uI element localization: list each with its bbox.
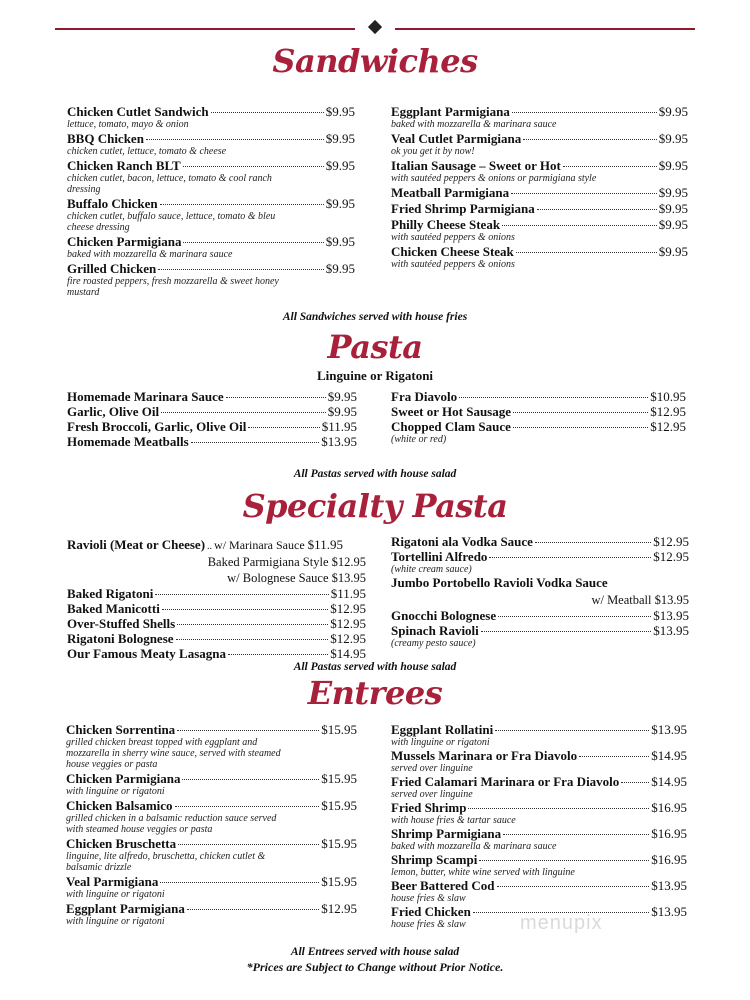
menu-item-row: [67, 131, 355, 146]
menu-item-row: [66, 901, 357, 916]
menu-item: [391, 549, 689, 575]
menu-item-row: [391, 201, 688, 216]
item-description: house fries & slaw: [391, 919, 466, 930]
entrees-right-column: [391, 722, 687, 930]
dot-leader: [177, 624, 328, 625]
menu-item: [391, 131, 688, 157]
dot-leader: [503, 834, 649, 835]
item-name: Our Famous Meaty Lasagna: [67, 646, 227, 661]
item-description: served over linguine: [391, 763, 473, 774]
menu-item: [67, 434, 357, 449]
dot-leader: [160, 204, 324, 205]
dot-leader: [161, 412, 326, 413]
pasta-subtitle: Linguine or Rigatoni: [316, 368, 434, 383]
item-name: Homemade Meatballs: [67, 434, 189, 449]
menu-item-row: [391, 104, 688, 119]
menu-item-jumbo-portobello: [391, 575, 689, 608]
pasta-right-column: [391, 389, 686, 445]
menu-item: [67, 234, 355, 260]
menu-item: [391, 389, 686, 404]
item-price: $13.95: [321, 434, 357, 449]
dot-leader: [537, 209, 657, 210]
dot-leader: [512, 112, 657, 113]
menu-item: [67, 104, 355, 130]
sandwiches-right-column: [391, 104, 688, 271]
diamond-ornament-icon: [368, 20, 382, 34]
dot-leader: [513, 427, 648, 428]
item-name: Beer Battered Cod: [391, 878, 495, 893]
menu-item-row: [67, 404, 357, 419]
top-rule-right: [395, 28, 695, 30]
menu-item-row: [67, 646, 366, 661]
item-description: (creamy pesto sauce): [391, 638, 476, 649]
menu-item-row: [391, 774, 687, 789]
item-name: Garlic, Olive Oil: [67, 404, 160, 419]
dot-leader: [175, 806, 320, 807]
menu-item-row: [67, 601, 366, 616]
item-name: Fried Chicken: [391, 904, 471, 919]
menu-item-row: [391, 158, 688, 173]
dot-leader: [146, 139, 324, 140]
menu-item-row: [391, 244, 688, 259]
item-price: $15.95: [321, 874, 357, 889]
menu-item-row: [391, 131, 688, 146]
pasta-left-column: [67, 389, 357, 449]
item-price: $13.95: [651, 878, 687, 893]
menu-item: [391, 244, 688, 270]
item-name: Rigatoni Bolognese: [67, 631, 174, 646]
dot-leader: [495, 730, 649, 731]
item-price: $9.95: [658, 158, 688, 173]
dot-leader: [162, 609, 328, 610]
item-price: $9.95: [325, 234, 355, 249]
menu-item: [66, 874, 357, 900]
item-name: Fried Calamari Marinara or Fra Diavolo: [391, 774, 620, 789]
ravioli-option-parmigiana: [67, 554, 366, 570]
menu-item: [391, 748, 687, 774]
menu-item-row: [391, 185, 688, 200]
menu-item-row: [391, 534, 689, 549]
menu-item-row: [391, 852, 687, 867]
option-label: w/ Bolognese Sauce: [227, 571, 329, 585]
dot-leader: [226, 397, 326, 398]
item-name: Chicken Sorrentina: [66, 722, 176, 737]
item-price: $11.95: [307, 537, 343, 552]
item-price: $15.95: [321, 771, 357, 786]
dot-leader: [182, 779, 319, 780]
menu-item: [391, 623, 689, 649]
item-price: $15.95: [321, 836, 357, 851]
specialty-right-list-b: [391, 608, 689, 649]
menu-item-ravioli: [67, 537, 366, 586]
item-price: $14.95: [330, 646, 366, 661]
dot-leader: [211, 112, 324, 113]
item-description: grilled chicken breast topped with eggplant and mozzarella in sherry wine sauce, served with steamed house veggies or pasta: [66, 737, 281, 770]
item-description: linguine, lite alfredo, bruschetta, chicken cutlet & balsamic drizzle: [66, 851, 266, 873]
item-price: $15.95: [321, 722, 357, 737]
item-name: Meatball Parmigiana: [391, 185, 510, 200]
menu-item: [67, 586, 366, 601]
menu-item-row: [391, 404, 686, 419]
item-price: $9.95: [658, 244, 688, 259]
menu-item-row: [391, 608, 689, 623]
sandwiches-title: Sandwiches: [272, 42, 478, 80]
menu-item: [391, 608, 689, 623]
item-name: Tortellini Alfredo: [391, 549, 488, 564]
item-name: Italian Sausage – Sweet or Hot: [391, 158, 561, 173]
item-name: Fried Shrimp Parmigiana: [391, 201, 535, 216]
menu-item: [67, 261, 355, 298]
dot-leader: [158, 269, 324, 270]
item-price: $14.95: [651, 774, 687, 789]
menu-item-row: [67, 196, 355, 211]
pasta-footer: All Pastas served with house salad: [293, 468, 457, 480]
sandwiches-footer: All Sandwiches served with house fries: [282, 311, 468, 323]
menu-item: [67, 404, 357, 419]
item-description: with linguine or rigatoni: [66, 786, 165, 797]
item-price: $12.95: [650, 404, 686, 419]
item-price: $9.95: [658, 131, 688, 146]
menu-item-row: [391, 389, 686, 404]
menu-item-row: [67, 631, 366, 646]
specialty-left-column: [67, 537, 366, 661]
item-name: Ravioli (Meat or Cheese): [67, 537, 206, 552]
menu-item-row: [67, 158, 355, 173]
menu-item-row: [67, 389, 357, 404]
item-price: $13.95: [651, 904, 687, 919]
item-description: fire roasted peppers, fresh mozzarella & sweet honey mustard: [67, 276, 279, 298]
menu-item-row: [391, 748, 687, 763]
item-name: Chicken Parmigiana: [66, 771, 181, 786]
item-name: Eggplant Parmigiana: [391, 104, 510, 119]
item-price: $9.95: [658, 185, 688, 200]
item-name: Veal Cutlet Parmigiana: [391, 131, 522, 146]
menu-item-row: [67, 234, 355, 249]
item-price: $12.95: [653, 549, 689, 564]
dot-leader: [176, 639, 329, 640]
item-name: Baked Rigatoni: [67, 586, 154, 601]
item-description: with linguine or rigatoni: [391, 737, 490, 748]
menu-item: [391, 217, 688, 243]
item-name: Homemade Marinara Sauce: [67, 389, 224, 404]
menu-item-row: [66, 771, 357, 786]
menu-item-row: [391, 722, 687, 737]
menu-item-row: [66, 836, 357, 851]
item-name: Fra Diavolo: [391, 389, 458, 404]
menu-item: [391, 404, 686, 419]
menu-item: [391, 534, 689, 549]
item-price: $12.95: [321, 901, 357, 916]
item-name: Chicken Ranch BLT: [67, 158, 181, 173]
specialty-pasta-title: Specialty Pasta: [242, 487, 508, 525]
item-name: Over-Stuffed Shells: [67, 616, 176, 631]
menu-item: [391, 852, 687, 878]
item-name: Chicken Balsamico: [66, 798, 173, 813]
option-price: $13.95: [654, 593, 689, 607]
dot-leader: [187, 909, 319, 910]
item-price: $9.95: [658, 201, 688, 216]
item-name: Chicken Bruschetta: [66, 836, 177, 851]
item-description: baked with mozzarella & marinara sauce: [391, 841, 557, 852]
ravioli-option-bolognese: [67, 570, 366, 586]
top-rule-left: [55, 28, 355, 30]
menu-item: [67, 419, 357, 434]
dot-leader: [497, 886, 650, 887]
item-description: house fries & slaw: [391, 893, 466, 904]
menu-item-row: [66, 722, 357, 737]
dot-leader: [155, 594, 328, 595]
dot-leader: [621, 782, 649, 783]
dot-leader: [178, 844, 319, 845]
item-description: chicken cutlet, bacon, lettuce, tomato & cool ranch dressing: [67, 173, 272, 195]
item-description: chicken cutlet, buffalo sauce, lettuce, tomato & bleu cheese dressing: [67, 211, 276, 233]
dot-leader: [481, 631, 651, 632]
dot-leader: [160, 882, 319, 883]
item-name: BBQ Chicken: [67, 131, 144, 146]
dot-leader: [502, 225, 657, 226]
specialty-right-column: [391, 534, 689, 649]
item-price: $11.95: [321, 419, 357, 434]
item-price: $15.95: [321, 798, 357, 813]
item-price: $9.95: [325, 104, 355, 119]
specialty-right-list-a: [391, 534, 689, 575]
dot-leader: [535, 542, 651, 543]
option-label: Baked Parmigiana Style: [207, 555, 329, 569]
menu-item-row: [391, 217, 688, 232]
item-name: Eggplant Rollatini: [391, 722, 494, 737]
item-price: $16.95: [651, 800, 687, 815]
menu-item-row: [67, 261, 355, 276]
menu-item: [67, 389, 357, 404]
entrees-title: Entrees: [307, 674, 443, 712]
item-description: baked with mozzarella & marinara sauce: [67, 249, 233, 260]
item-price: $12.95: [330, 616, 366, 631]
jumbo-option-meatball: [391, 592, 689, 608]
specialty-left-list: [67, 586, 366, 661]
menu-item: [391, 722, 687, 748]
menu-item: [67, 646, 366, 661]
specialty-footer: All Pastas served with house salad: [293, 661, 457, 673]
option-price: $13.95: [331, 571, 366, 585]
menu-item: [391, 774, 687, 800]
dot-leader: [511, 193, 657, 194]
menu-item: [391, 185, 688, 200]
item-price: $9.95: [658, 104, 688, 119]
dot-leader: [177, 730, 319, 731]
entrees-footer-salad: All Entrees served with house salad: [290, 946, 460, 958]
menu-item: [391, 800, 687, 826]
menu-item-row: [391, 826, 687, 841]
item-description: with sautéed peppers & onions or parmigiana style: [391, 173, 597, 184]
menu-item: [391, 826, 687, 852]
dot-leader: [513, 412, 648, 413]
item-price: $9.95: [325, 131, 355, 146]
item-description: grilled chicken in a balsamic reduction sauce served with steamed house veggies or pasta: [66, 813, 277, 835]
menu-item: [66, 901, 357, 927]
item-price: $9.95: [325, 158, 355, 173]
dot-leader: [468, 808, 649, 809]
dot-leader: [191, 442, 320, 443]
menu-item: [391, 878, 687, 904]
item-description: lemon, butter, white wine served with linguine: [391, 867, 575, 878]
entrees-left-column: [66, 722, 357, 928]
dot-leader: [183, 242, 323, 243]
item-price: $12.95: [653, 534, 689, 549]
menu-item-row: [67, 104, 355, 119]
ravioli-option-marinara: w/ Marinara Sauce: [214, 538, 305, 552]
item-name: Shrimp Scampi: [391, 852, 478, 867]
dot-leader: [498, 616, 651, 617]
menu-item-row: [67, 616, 366, 631]
menu-item-row: [391, 549, 689, 564]
menu-item-row: [391, 878, 687, 893]
item-description: baked with mozzarella & marinara sauce: [391, 119, 557, 130]
item-name: Chicken Cheese Steak: [391, 244, 514, 259]
item-name: Grilled Chicken: [67, 261, 157, 276]
item-price: $14.95: [651, 748, 687, 763]
item-name: Shrimp Parmigiana: [391, 826, 502, 841]
menu-item: [66, 836, 357, 873]
menu-item: [66, 722, 357, 770]
item-name: Rigatoni ala Vodka Sauce: [391, 534, 533, 549]
menu-item: [67, 131, 355, 157]
item-description: with sautéed peppers & onions: [391, 259, 515, 270]
menu-item-row: [391, 623, 689, 638]
menu-item: [67, 601, 366, 616]
item-price: $16.95: [651, 826, 687, 841]
menu-item: [67, 616, 366, 631]
item-price: $9.95: [325, 196, 355, 211]
item-price: $9.95: [327, 389, 357, 404]
item-price: $9.95: [325, 261, 355, 276]
item-name: Veal Parmigiana: [66, 874, 159, 889]
item-name: Jumbo Portobello Ravioli Vodka Sauce: [391, 575, 608, 590]
item-description: served over linguine: [391, 789, 473, 800]
item-price: $9.95: [327, 404, 357, 419]
item-description: with linguine or rigatoni: [66, 889, 165, 900]
dots: ..: [207, 541, 213, 552]
item-name: Chicken Cutlet Sandwich: [67, 104, 209, 119]
dot-leader: [523, 139, 657, 140]
item-name: Mussels Marinara or Fra Diavolo: [391, 748, 578, 763]
dot-leader: [579, 756, 649, 757]
item-description: ok you get it by now!: [391, 146, 475, 157]
menu-item-row: [66, 874, 357, 889]
item-name: Chopped Clam Sauce: [391, 419, 511, 434]
dot-leader: [248, 427, 319, 428]
menu-item-row: [66, 798, 357, 813]
item-description: lettuce, tomato, mayo & onion: [67, 119, 189, 130]
item-price: $12.95: [330, 631, 366, 646]
menu-item: [391, 201, 688, 216]
menu-item-row: [391, 419, 686, 434]
menu-item: [391, 158, 688, 184]
menu-item: [67, 631, 366, 646]
menu-item: [391, 104, 688, 130]
item-description: with sautéed peppers & onions: [391, 232, 515, 243]
dot-leader: [489, 557, 651, 558]
item-price: $11.95: [330, 586, 366, 601]
item-price: $9.95: [658, 217, 688, 232]
option-label: w/ Meatball: [591, 593, 652, 607]
watermark-text: menupix: [520, 912, 603, 934]
menu-item: [66, 771, 357, 797]
dot-leader: [563, 166, 657, 167]
item-price: $13.95: [653, 623, 689, 638]
item-name: Spinach Ravioli: [391, 623, 479, 638]
item-description: (white cream sauce): [391, 564, 472, 575]
menu-item: [67, 158, 355, 195]
item-name: Sweet or Hot Sausage: [391, 404, 512, 419]
menu-item-row: [67, 586, 366, 601]
dot-leader: [183, 166, 324, 167]
item-price: $12.95: [650, 419, 686, 434]
item-name: Philly Cheese Steak: [391, 217, 501, 232]
menu-item: [66, 798, 357, 835]
menu-item-row: [67, 434, 357, 449]
item-name: Eggplant Parmigiana: [66, 901, 185, 916]
item-description: (white or red): [391, 434, 447, 445]
item-description: with house fries & tartar sauce: [391, 815, 516, 826]
item-description: chicken cutlet, lettuce, tomato & cheese: [67, 146, 227, 157]
dot-leader: [459, 397, 648, 398]
item-price: $12.95: [330, 601, 366, 616]
dot-leader: [479, 860, 649, 861]
dot-leader: [228, 654, 328, 655]
item-price: $13.95: [653, 608, 689, 623]
dot-leader: [516, 252, 657, 253]
item-price: $13.95: [651, 722, 687, 737]
item-name: Buffalo Chicken: [67, 196, 158, 211]
entrees-footer-prices-notice: *Prices are Subject to Change without Prior Notice.: [246, 960, 504, 974]
item-description: with linguine or rigatoni: [66, 916, 165, 927]
item-name: Gnocchi Bolognese: [391, 608, 497, 623]
item-name: Baked Manicotti: [67, 601, 160, 616]
item-name: Chicken Parmigiana: [67, 234, 182, 249]
item-name: Fresh Broccoli, Garlic, Olive Oil: [67, 419, 247, 434]
item-price: $16.95: [651, 852, 687, 867]
pasta-title: Pasta: [327, 328, 423, 366]
menu-item: [67, 196, 355, 233]
menu-item: [391, 419, 686, 445]
menu-item-row: [67, 419, 357, 434]
option-price: $12.95: [331, 555, 366, 569]
menu-item-row: [391, 800, 687, 815]
sandwiches-left-column: [67, 104, 355, 299]
item-price: $10.95: [650, 389, 686, 404]
item-name: Fried Shrimp: [391, 800, 467, 815]
